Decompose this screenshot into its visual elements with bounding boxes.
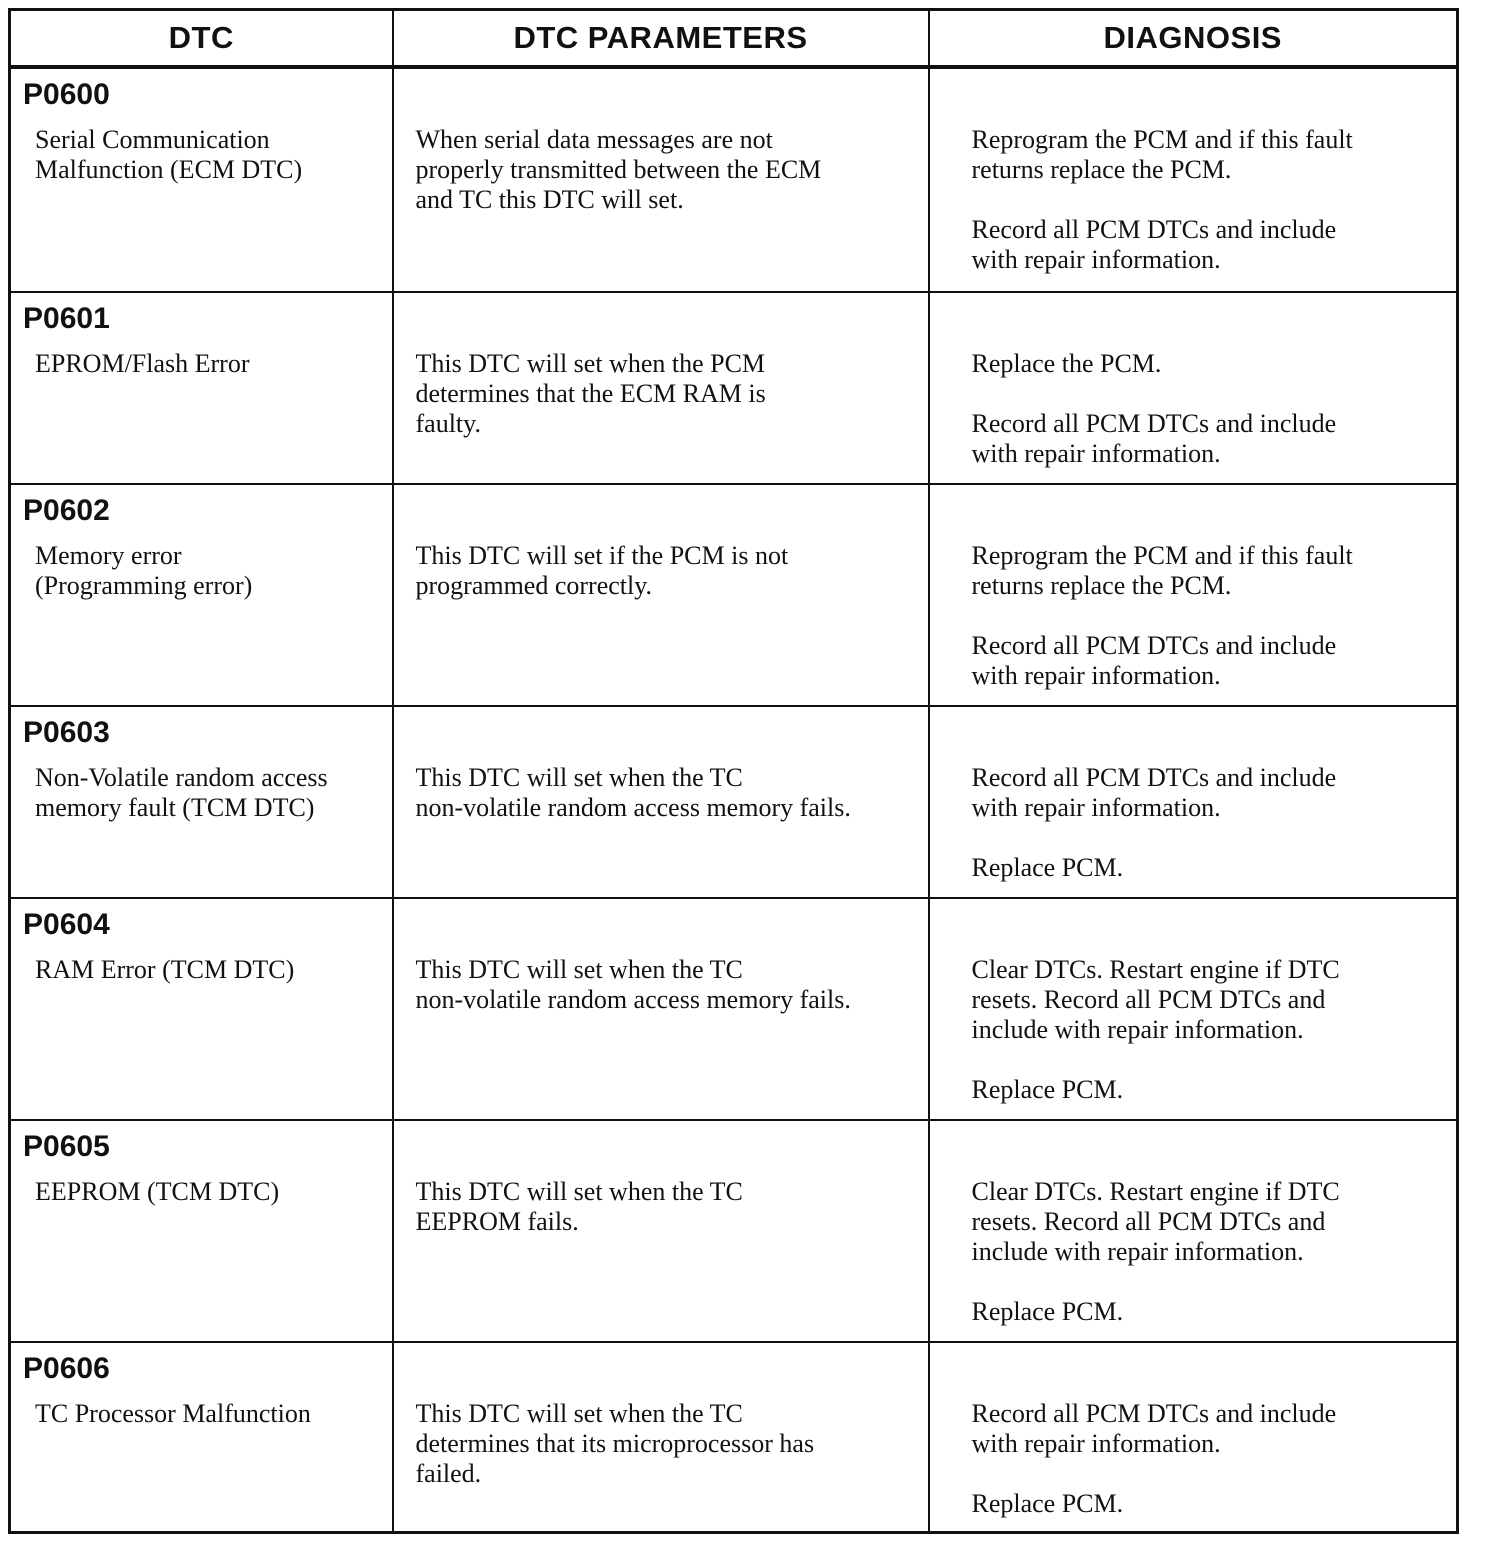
diagnosis-cell [929,484,1458,706]
dtc-name: Memory error (Programming error) [35,541,253,600]
diagnosis-step: Record all PCM DTCs and include with repair information. [971,1399,1337,1458]
header-row [10,10,1458,68]
dtc-parameters-text: This DTC will set when the TC non-volatile random access memory fails. [415,955,851,1014]
dtc-cell [10,1120,393,1342]
dtc-code: P0600 [23,78,110,111]
diagnosis-cell [929,706,1458,898]
diagnosis-cell [929,292,1458,484]
diagnosis-step: Reprogram the PCM and if this fault returns replace the PCM. [971,541,1353,600]
dtc-cell [10,484,393,706]
dtc-cell [10,67,393,292]
table-header [10,10,1458,68]
dtc-cell [10,706,393,898]
diagnosis-step: Clear DTCs. Restart engine if DTC resets. Record all PCM DTCs and include with repair information. [971,1177,1340,1266]
dtc-code: P0603 [23,716,110,749]
diagnosis-cell [929,1120,1458,1342]
dtc-table [8,8,1459,1534]
table-row [10,1120,1458,1342]
diagnosis-step: Replace PCM. [971,1297,1124,1326]
dtc-name: EPROM/Flash Error [35,349,250,378]
table-row [10,484,1458,706]
parameters-cell [393,292,929,484]
diagnosis-step: Replace PCM. [971,1075,1124,1104]
diagnosis-step: Replace PCM. [971,1489,1124,1518]
dtc-code: P0604 [23,908,110,941]
diagnosis-step: Record all PCM DTCs and include with repair information. [971,215,1337,274]
header-dtc-parameters: DTC PARAMETERS [393,10,929,68]
table-row [10,1342,1458,1533]
diagnosis-step: Record all PCM DTCs and include with repair information. [971,631,1337,690]
table-row [10,292,1458,484]
dtc-cell [10,292,393,484]
parameters-cell [393,1342,929,1533]
parameters-cell [393,1120,929,1342]
dtc-name: TC Processor Malfunction [35,1399,311,1428]
dtc-code: P0606 [23,1352,110,1385]
parameters-cell [393,67,929,292]
diagnosis-step: Replace the PCM. [971,349,1162,378]
dtc-name: Serial Communication Malfunction (ECM DTC) [35,125,303,184]
diagnosis-step: Clear DTCs. Restart engine if DTC resets. Record all PCM DTCs and include with repair information. [971,955,1340,1044]
diagnosis-step: Replace PCM. [971,853,1124,882]
dtc-parameters-text: This DTC will set if the PCM is not programmed correctly. [415,541,789,600]
header-dtc: DTC [10,10,393,68]
diagnosis-cell [929,67,1458,292]
table-row [10,706,1458,898]
dtc-name: Non-Volatile random access memory fault (TCM DTC) [35,763,328,822]
dtc-code: P0602 [23,494,110,527]
parameters-cell [393,484,929,706]
diagnosis-step: Record all PCM DTCs and include with repair information. [971,409,1337,468]
diagnosis-cell [929,898,1458,1120]
table-body [10,67,1458,1533]
dtc-parameters-text: This DTC will set when the TC non-volatile random access memory fails. [415,763,851,822]
diagnosis-step: Record all PCM DTCs and include with repair information. [971,763,1337,822]
dtc-parameters-text: This DTC will set when the TC EEPROM fails. [415,1177,743,1236]
dtc-parameters-text: When serial data messages are not properly transmitted between the ECM and TC this DTC will set. [415,125,822,214]
dtc-cell [10,898,393,1120]
header-diagnosis: DIAGNOSIS [929,10,1458,68]
parameters-cell [393,706,929,898]
dtc-parameters-text: This DTC will set when the TC determines that its microprocessor has failed. [415,1399,815,1488]
diagnosis-cell [929,1342,1458,1533]
dtc-name: RAM Error (TCM DTC) [35,955,295,984]
parameters-cell [393,898,929,1120]
dtc-code: P0601 [23,302,110,335]
dtc-name: EEPROM (TCM DTC) [35,1177,280,1206]
dtc-code: P0605 [23,1130,110,1163]
diagnosis-step: Reprogram the PCM and if this fault returns replace the PCM. [971,125,1353,184]
dtc-cell [10,1342,393,1533]
table-row [10,898,1458,1120]
table-row [10,67,1458,292]
dtc-parameters-text: This DTC will set when the PCM determines that the ECM RAM is faulty. [415,349,766,438]
